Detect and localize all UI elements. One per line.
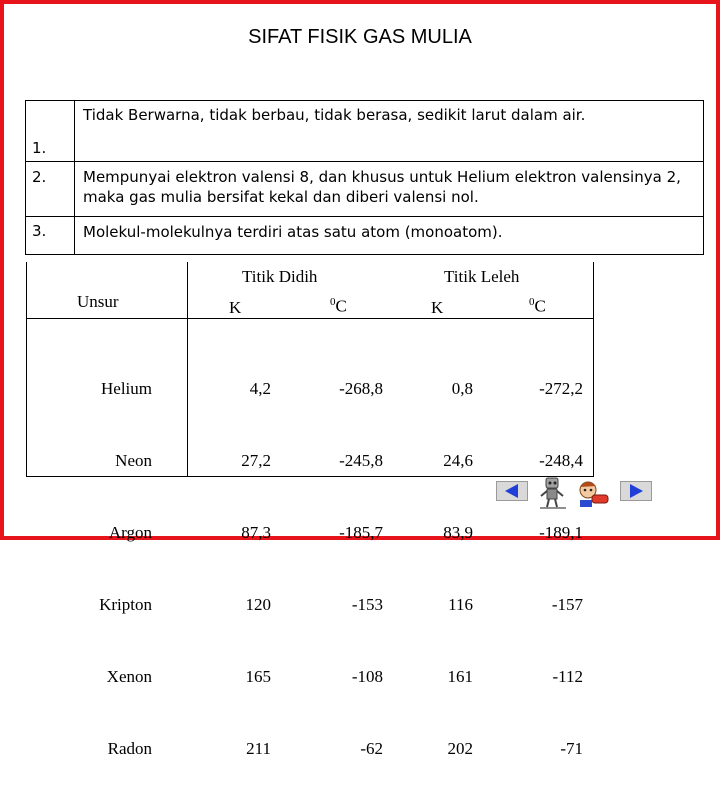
- melting-c-value: -189,1: [539, 523, 583, 542]
- boiling-k-value: 165: [245, 667, 271, 686]
- element-name: Xenon: [106, 667, 152, 686]
- boiling-k-value: 4,2: [249, 379, 271, 398]
- property-number: 1.: [26, 101, 75, 162]
- element-name: Argon: [108, 523, 152, 542]
- boiling-c-column: [307, 329, 383, 809]
- element-name: Neon: [115, 451, 152, 470]
- melting-k-value: 24,6: [443, 451, 473, 470]
- melting-c-value: -248,4: [539, 451, 583, 470]
- prev-slide-button[interactable]: [496, 481, 528, 501]
- boiling-k-value: 211: [246, 739, 271, 758]
- melting-k-value: 83,9: [443, 523, 473, 542]
- boiling-point-header: Titik Didih: [242, 267, 318, 286]
- melting-k-value: 202: [447, 739, 473, 758]
- melting-k-value: 0,8: [451, 379, 473, 398]
- boiling-c-value: -245,8: [339, 451, 383, 470]
- element-name: Radon: [107, 739, 152, 758]
- property-text: Molekul-molekulnya terdiri atas satu atom (monoatom).: [75, 217, 704, 255]
- next-slide-button[interactable]: [620, 481, 652, 501]
- element-name: Kripton: [99, 595, 152, 614]
- robot-figure-icon[interactable]: [536, 474, 570, 510]
- boiling-c-value: -62: [360, 739, 383, 758]
- melting-c-value: -112: [552, 667, 583, 686]
- melting-c-value: -272,2: [539, 379, 583, 398]
- boiling-k-value: 120: [245, 595, 271, 614]
- property-text: Tidak Berwarna, tidak berbau, tidak berasa, sedikit larut dalam air.: [75, 101, 704, 162]
- property-row: [26, 162, 704, 217]
- unsur-header: Unsur: [77, 292, 119, 311]
- melting-k-value: 161: [447, 667, 473, 686]
- property-row: [26, 217, 704, 255]
- boiling-k-value: 27,2: [241, 451, 271, 470]
- melting-point-header: Titik Leleh: [444, 267, 520, 286]
- boiling-k-column: [223, 329, 271, 809]
- melting-k-column: [425, 329, 473, 809]
- melting-c-column: [513, 329, 583, 809]
- triangle-right-icon: [621, 482, 651, 500]
- property-text: Mempunyai elektron valensi 8, dan khusus untuk Helium elektron valensinya 2, maka gas mulia bersifat kekal dan diberi valensi nol.: [75, 162, 704, 217]
- boiling-k-unit: K: [229, 298, 242, 317]
- property-number: 2.: [26, 162, 75, 217]
- boiling-c-value: -108: [351, 667, 383, 686]
- noble-gas-data-table: [26, 262, 594, 758]
- table-divider: [187, 262, 188, 476]
- degree-mark: 0: [529, 296, 535, 308]
- slide-title: SIFAT FISIK GAS MULIA: [248, 26, 472, 48]
- degree-mark: 0: [330, 296, 336, 308]
- property-row: [26, 101, 704, 162]
- boiling-c-value: -153: [351, 595, 383, 614]
- boiling-c-value: -268,8: [339, 379, 383, 398]
- celsius-label: C: [335, 296, 347, 316]
- table-divider: [27, 318, 593, 319]
- properties-table: [25, 100, 704, 255]
- boiling-c-value: -185,7: [339, 523, 383, 542]
- celsius-label: C: [534, 296, 546, 316]
- boiling-k-value: 87,3: [241, 523, 271, 542]
- melting-c-unit: [529, 296, 546, 317]
- melting-k-value: 116: [448, 595, 473, 614]
- melting-k-unit: K: [431, 298, 444, 317]
- melting-c-value: -157: [551, 595, 583, 614]
- cartoon-character-icon[interactable]: [574, 478, 612, 510]
- melting-c-value: -71: [560, 739, 583, 758]
- boiling-c-unit: [330, 296, 347, 317]
- property-number: 3.: [26, 217, 75, 255]
- triangle-left-icon: [497, 482, 527, 500]
- element-name: Helium: [101, 379, 152, 398]
- element-column: [67, 329, 152, 809]
